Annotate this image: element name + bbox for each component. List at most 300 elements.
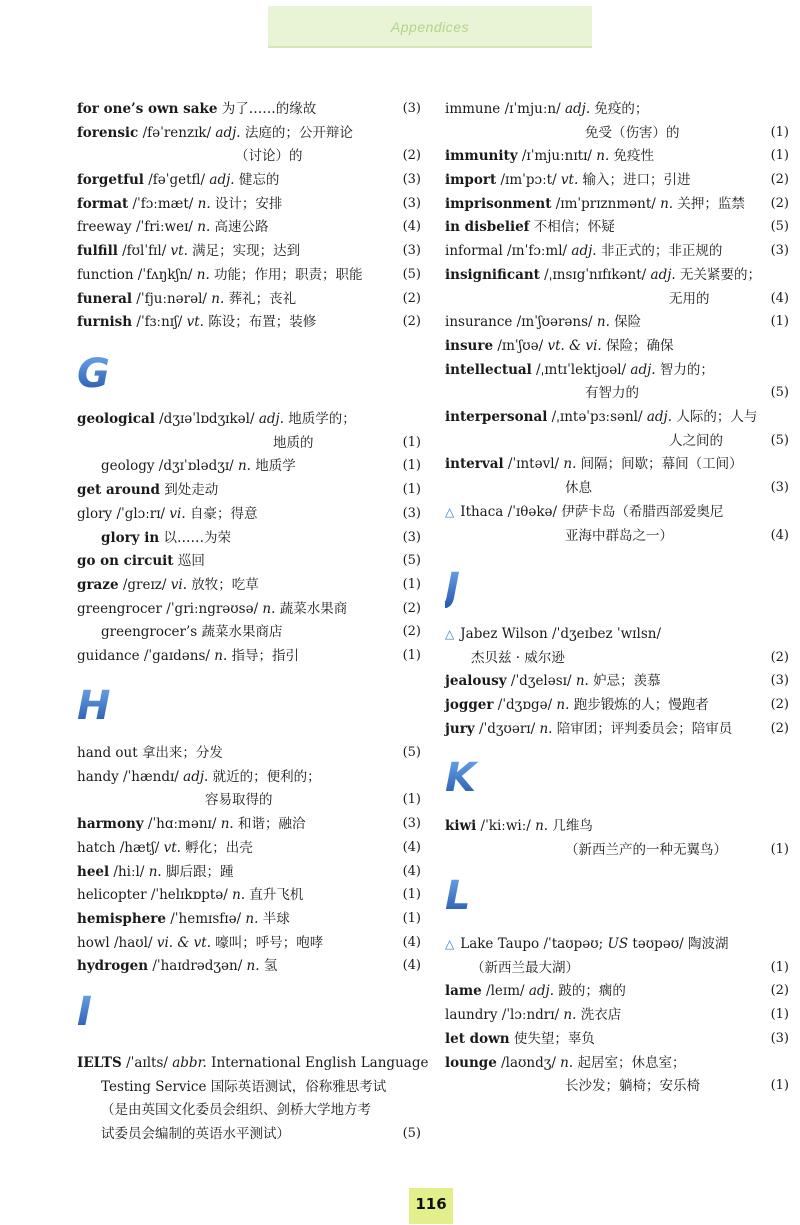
part-of-speech: n.	[660, 196, 674, 212]
entry-text	[445, 239, 722, 263]
part-of-speech: vi.	[169, 506, 186, 522]
part-of-speech: n.	[596, 148, 610, 164]
phonetic: /ˈfʌŋkʃn/	[133, 267, 197, 283]
headword: hydrogen	[77, 958, 149, 974]
unit-number: (3)	[770, 1031, 789, 1046]
unit-number: (3)	[402, 196, 421, 211]
entry-text	[445, 814, 593, 838]
glossary-line	[77, 765, 421, 789]
headword: lounge	[445, 1055, 497, 1071]
phonetic: /ˈhemɪsfɪə/	[165, 911, 246, 927]
unit-number: (1)	[402, 911, 421, 926]
sub-entry: geology	[101, 458, 155, 474]
phonetic: /ɪˈmjuːnɪtɪ/	[517, 148, 597, 164]
entry-text	[445, 144, 654, 168]
glossary-line	[445, 405, 789, 429]
phonetic: /ˌɪnsɪgˈnɪfɪkənt/	[539, 267, 651, 283]
glossary-line	[77, 597, 421, 621]
headword-plain: laundry	[445, 1007, 498, 1023]
glossary-line	[77, 526, 421, 550]
entry-text	[77, 549, 205, 573]
glossary-line	[445, 932, 789, 956]
section-header-tab	[268, 6, 592, 48]
entry-text	[77, 97, 316, 121]
definition-continued: 有智力的	[585, 385, 639, 401]
glossary-line	[445, 622, 789, 646]
entry-text	[445, 524, 673, 548]
entry-text	[77, 263, 363, 287]
part-of-speech: vt.	[186, 314, 204, 330]
part-of-speech: n.	[220, 816, 234, 832]
unit-number: (3)	[402, 172, 421, 187]
headword: intellectual	[445, 362, 532, 378]
entry-text	[445, 168, 691, 192]
headword: kiwi	[445, 818, 477, 834]
entry-text	[445, 1074, 700, 1098]
phonetic: /hiːl/	[109, 864, 149, 880]
definition-continued: 免受（伤害）的	[585, 125, 680, 141]
part-of-speech: adj.	[528, 983, 555, 999]
entry-text	[77, 931, 323, 955]
entry-text	[445, 500, 723, 524]
headword-plain: greengrocer	[77, 601, 162, 617]
glossary-line	[445, 717, 789, 741]
part-of-speech: n.	[214, 648, 228, 664]
headword: let down	[445, 1031, 510, 1047]
definition: 洗衣店	[576, 1007, 622, 1023]
part-of-speech: vt.	[170, 243, 188, 259]
glossary-line	[77, 836, 421, 860]
glossary-line	[77, 549, 421, 573]
definition: 法庭的；公开辩论	[240, 125, 353, 141]
definition-continued: 休息	[565, 480, 592, 496]
headword: jogger	[445, 697, 494, 713]
unit-number: (3)	[402, 816, 421, 831]
unit-number: (5)	[770, 219, 789, 234]
unit-number: (2)	[770, 172, 789, 187]
headword: get around	[77, 482, 160, 498]
headword: go on circuit	[77, 553, 174, 569]
headword: hemisphere	[77, 911, 166, 927]
unit-number: (3)	[402, 506, 421, 521]
glossary-line	[77, 144, 421, 168]
phonetic: /fʊlˈfɪl/	[117, 243, 171, 259]
headword-plain: hatch	[77, 840, 116, 856]
definition: 间隔；间歇；幕间（工间）	[576, 456, 743, 472]
definition: 跛的；瘸的	[554, 983, 626, 999]
entry-text	[77, 1098, 371, 1122]
section-letter-g: G	[77, 354, 117, 394]
entry-text	[445, 1027, 595, 1051]
glossary-line	[445, 168, 789, 192]
headword-plain: insurance	[445, 314, 513, 330]
definition: 使失望；辜负	[509, 1031, 595, 1047]
entry-text	[77, 765, 321, 789]
phonetic: /fəˈgetfl/	[143, 172, 210, 188]
phonetic: /ˈaɪlts/	[121, 1055, 173, 1071]
definition: 健忘的	[234, 172, 280, 188]
phonetic: /dʒɪəˈlɒdʒɪkəl/	[154, 411, 259, 427]
headword: jealousy	[445, 673, 507, 689]
glossary-line	[445, 1003, 789, 1027]
glossary-line	[445, 239, 789, 263]
phonetic: /ˈfɔːmæt/	[128, 196, 198, 212]
glossary-line	[77, 1051, 429, 1075]
new-word-triangle-icon: △	[445, 937, 455, 951]
phonetic: /ˈdʒʊərɪ/	[474, 721, 540, 737]
glossary-line	[77, 931, 421, 955]
glossary-line	[445, 1074, 789, 1098]
entry-text	[445, 646, 565, 670]
part-of-speech: vi. & vt.	[156, 935, 212, 951]
phonetic: /ˈhændɪ/	[118, 769, 184, 785]
definition-continued: 长沙发；躺椅；安乐椅	[565, 1078, 700, 1094]
definition: 指导；指引	[227, 648, 300, 664]
glossary-line	[445, 669, 789, 693]
unit-number: (2)	[402, 291, 421, 306]
unit-number: (3)	[770, 673, 789, 688]
glossary-line	[445, 358, 789, 382]
headword: interval	[445, 456, 504, 472]
definition: 以……为荣	[159, 530, 231, 546]
phonetic: /ˈtaʊpəʊ;	[539, 936, 608, 952]
glossary-line	[77, 860, 421, 884]
definition: 自豪；得意	[185, 506, 258, 522]
unit-number: (5)	[402, 267, 421, 282]
glossary-line	[77, 263, 421, 287]
phonetic: /ɪˈmjuːn/	[500, 101, 565, 117]
definition-continued: （讨论）的	[235, 148, 303, 164]
part-of-speech: adj.	[646, 409, 673, 425]
definition-continued: 容易取得的	[205, 792, 273, 808]
phonetic: /ˈkiːwiː/	[476, 818, 536, 834]
glossary-line	[445, 956, 789, 980]
entry-text	[77, 1122, 290, 1146]
phonetic: /ˈfɜːnɪʃ/	[132, 314, 187, 330]
definition-continued: Testing Service 国际英语测试，俗称雅思考试	[101, 1079, 387, 1095]
definition: 不相信；怀疑	[529, 219, 615, 235]
definition: 人际的；人与	[672, 409, 758, 425]
part-of-speech: adj.	[630, 362, 656, 378]
definition: 免疫的；	[590, 101, 649, 117]
part-of-speech: adj.	[215, 125, 241, 141]
glossary-line	[445, 429, 789, 453]
phonetic: /ɪnˈfɔːml/	[502, 243, 572, 259]
unit-number: (4)	[402, 219, 421, 234]
entry-text	[445, 97, 648, 121]
part-of-speech: n.	[262, 601, 276, 617]
definition: 妒忌；羡慕	[588, 673, 661, 689]
unit-number: (2)	[402, 601, 421, 616]
entry-text	[77, 573, 259, 597]
unit-number: (5)	[402, 553, 421, 568]
part-of-speech: vi.	[170, 577, 188, 593]
headword-plain: Lake Taupo	[460, 936, 540, 952]
part-of-speech: n.	[563, 456, 577, 472]
definition: 保险	[609, 314, 642, 330]
phonetic: /ˈdʒeɪbez ˈwɪlsn/	[547, 626, 661, 642]
unit-number: (1)	[770, 314, 789, 329]
glossary-line	[445, 838, 789, 862]
entry-text	[445, 979, 626, 1003]
glossary-line	[445, 646, 789, 670]
entry-text	[445, 838, 727, 862]
glossary-line	[77, 883, 421, 907]
unit-number: (5)	[402, 1126, 421, 1141]
unit-number: (5)	[770, 385, 789, 400]
definition: 设计；安排	[210, 196, 283, 212]
definition: 为了……的缘故	[217, 101, 317, 117]
glossary-line	[77, 192, 421, 216]
unit-number: (4)	[770, 528, 789, 543]
unit-number: (1)	[770, 842, 789, 857]
headword: insure	[445, 338, 494, 354]
definition: 高速公路	[210, 219, 269, 235]
glossary-line	[445, 192, 789, 216]
entry-text	[445, 215, 615, 239]
glossary-line	[77, 788, 421, 812]
headword: for one’s own sake	[77, 101, 218, 117]
page-number-badge	[409, 1188, 453, 1224]
part-of-speech: vt.	[560, 172, 579, 188]
definition-continued: 人之间的	[669, 433, 723, 449]
definition: 巡回	[173, 553, 205, 569]
glossary-line	[445, 97, 789, 121]
unit-number: (1)	[770, 1078, 789, 1093]
headword: graze	[77, 577, 119, 593]
definition: 跑步锻炼的人；慢跑者	[569, 697, 709, 713]
phonetic: /leɪm/	[481, 983, 529, 999]
headword-plain: Jabez Wilson	[460, 626, 548, 642]
entry-text	[77, 144, 303, 168]
entry-text	[77, 121, 353, 145]
entry-text	[77, 454, 296, 478]
headword: format	[77, 196, 129, 212]
phonetic: /ɪmˈpɔːt/	[496, 172, 561, 188]
headword: jury	[445, 721, 475, 737]
phonetic: /ˈgaɪdəns/	[139, 648, 215, 664]
headword: geological	[77, 411, 155, 427]
part-of-speech: n.	[560, 1055, 574, 1071]
headword-plain: helicopter	[77, 887, 147, 903]
glossary-line	[77, 644, 421, 668]
definition: 陶波湖	[688, 936, 729, 952]
entry-text	[77, 526, 231, 550]
entry-text	[445, 381, 639, 405]
definition-continued: （新西兰产的一种无翼鸟）	[565, 842, 727, 858]
unit-number: (5)	[402, 745, 421, 760]
phonetic: /ˈhelɪkɒptə/	[146, 887, 233, 903]
unit-number: (2)	[770, 983, 789, 998]
glossary-line	[77, 620, 421, 644]
entry-text	[445, 669, 661, 693]
glossary-line	[77, 573, 421, 597]
part-of-speech: n.	[556, 697, 570, 713]
us-variant-label: US	[607, 936, 629, 952]
entry-text	[445, 121, 680, 145]
glossary-line	[77, 215, 421, 239]
part-of-speech: n.	[539, 721, 553, 737]
entry-text	[445, 358, 714, 382]
definition: 地质学的；	[284, 411, 356, 427]
glossary-line	[77, 168, 421, 192]
entry-text	[445, 956, 579, 980]
unit-number: (1)	[402, 482, 421, 497]
unit-number: (3)	[402, 530, 421, 545]
entry-text	[77, 597, 347, 621]
glossary-line	[445, 215, 789, 239]
section-letter-i: I	[77, 992, 117, 1032]
definition-continued: 亚海中群岛之一）	[565, 528, 673, 544]
definition: 和谐；融洽	[233, 816, 306, 832]
definition: 功能；作用；职责；职能	[209, 267, 363, 283]
part-of-speech: n.	[232, 887, 246, 903]
definition: 葬礼；丧礼	[224, 291, 297, 307]
glossary-line	[77, 502, 421, 526]
glossary-line	[77, 287, 421, 311]
definition: 满足；实现；达到	[187, 243, 301, 259]
unit-number: (1)	[402, 577, 421, 592]
definition: 非正式的；非正规的	[596, 243, 723, 259]
headword-plain: handy	[77, 769, 119, 785]
entry-text	[77, 907, 290, 931]
headword: in disbelief	[445, 219, 530, 235]
unit-number: (1)	[770, 148, 789, 163]
part-of-speech: n.	[237, 458, 251, 474]
definition: 陈设；布置；装修	[203, 314, 317, 330]
definition-continued: 杰贝兹 · 威尔逊	[471, 650, 565, 666]
entry-text	[77, 860, 233, 884]
entry-text	[445, 717, 732, 741]
definition: 保险；确保	[601, 338, 674, 354]
unit-number: (3)	[770, 243, 789, 258]
phonetic: /ˈlɔːndrɪ/	[497, 1007, 564, 1023]
unit-number: (3)	[402, 243, 421, 258]
entry-text	[445, 334, 673, 358]
glossary-line	[445, 144, 789, 168]
phonetic-us: təʊpəʊ/	[628, 936, 688, 952]
phonetic: /ɪnˈʃʊərəns/	[512, 314, 597, 330]
entry-text	[445, 263, 761, 287]
definition: 关押；监禁	[673, 196, 745, 212]
phonetic: /greɪz/	[118, 577, 171, 593]
glossary-line	[445, 693, 789, 717]
definition: 几维鸟	[548, 818, 593, 834]
headword: forensic	[77, 125, 139, 141]
section-letter-j: J	[445, 568, 485, 608]
glossary-line	[77, 954, 421, 978]
glossary-line	[445, 310, 789, 334]
entry-text	[77, 788, 273, 812]
new-word-triangle-icon: △	[445, 627, 455, 641]
part-of-speech: adj.	[571, 243, 597, 259]
definition: 起居室；休息室；	[573, 1055, 686, 1071]
entry-text	[77, 192, 282, 216]
headword: IELTS	[77, 1055, 122, 1071]
unit-number: (1)	[402, 792, 421, 807]
definition-continued: 无用的	[669, 291, 710, 307]
entry-text	[445, 932, 729, 956]
part-of-speech: n.	[197, 219, 211, 235]
definition: 免疫性	[609, 148, 655, 164]
headword-plain: hand out	[77, 745, 138, 761]
entry-text	[445, 287, 710, 311]
glossary-line	[445, 381, 789, 405]
definition: 到处走动	[159, 482, 219, 498]
definition-continued: 试委员会编制的英语水平测试）	[101, 1126, 290, 1142]
entry-text	[77, 1075, 386, 1099]
unit-number: (1)	[402, 887, 421, 902]
unit-number: (2)	[402, 314, 421, 329]
glossary-line	[77, 478, 421, 502]
entry-text	[77, 502, 257, 526]
glossary-line	[445, 524, 789, 548]
section-letter-l: L	[445, 876, 485, 916]
phonetic: /fəˈrenzɪk/	[138, 125, 216, 141]
glossary-line	[445, 121, 789, 145]
part-of-speech: n.	[575, 673, 589, 689]
unit-number: (2)	[770, 196, 789, 211]
entry-text	[77, 431, 314, 455]
definition-continued: 地质的	[273, 435, 314, 451]
new-word-triangle-icon: △	[445, 505, 455, 519]
headword-plain: informal	[445, 243, 503, 259]
definition: 嚎叫；呼号；咆哮	[211, 935, 324, 951]
unit-number: (2)	[770, 697, 789, 712]
definition: 就近的；便利的；	[208, 769, 321, 785]
glossary-line	[445, 500, 789, 524]
unit-number: (2)	[402, 148, 421, 163]
glossary-line	[77, 97, 421, 121]
entry-text	[445, 405, 757, 429]
entry-text	[77, 883, 303, 907]
unit-number: (1)	[770, 125, 789, 140]
section-title: Appendices	[390, 19, 470, 35]
definition: International English Language	[206, 1055, 429, 1071]
phonetic: /ˈfjuːnərəl/	[132, 291, 212, 307]
glossary-line	[445, 476, 789, 500]
entry-text	[445, 192, 745, 216]
unit-number: (1)	[402, 648, 421, 663]
headword-plain: function	[77, 267, 134, 283]
part-of-speech: abbr.	[172, 1055, 207, 1071]
part-of-speech: adj.	[183, 769, 209, 785]
glossary-line	[77, 812, 421, 836]
definition: 伊萨卡岛（希腊西部爱奥尼	[561, 504, 724, 520]
unit-number: (2)	[770, 721, 789, 736]
unit-number: (4)	[402, 864, 421, 879]
part-of-speech: vt.	[163, 840, 181, 856]
phonetic: /ˈhɑːmənɪ/	[143, 816, 221, 832]
entry-text	[77, 954, 277, 978]
unit-number: (2)	[402, 624, 421, 639]
part-of-speech: adj.	[209, 172, 235, 188]
unit-number: (4)	[402, 958, 421, 973]
phonetic: /haʊl/	[109, 935, 157, 951]
phonetic: /ˈdʒɒgə/	[493, 697, 557, 713]
part-of-speech: vt. & vi.	[547, 338, 602, 354]
unit-number: (1)	[770, 1007, 789, 1022]
entry-text	[77, 287, 296, 311]
entry-text	[77, 1051, 428, 1075]
headword-plain: howl	[77, 935, 110, 951]
definition: 智力的；	[655, 362, 714, 378]
entry-text	[77, 407, 356, 431]
entry-text	[77, 478, 218, 502]
headword: lame	[445, 983, 482, 999]
unit-number: (3)	[402, 101, 421, 116]
entry-text	[77, 741, 223, 765]
